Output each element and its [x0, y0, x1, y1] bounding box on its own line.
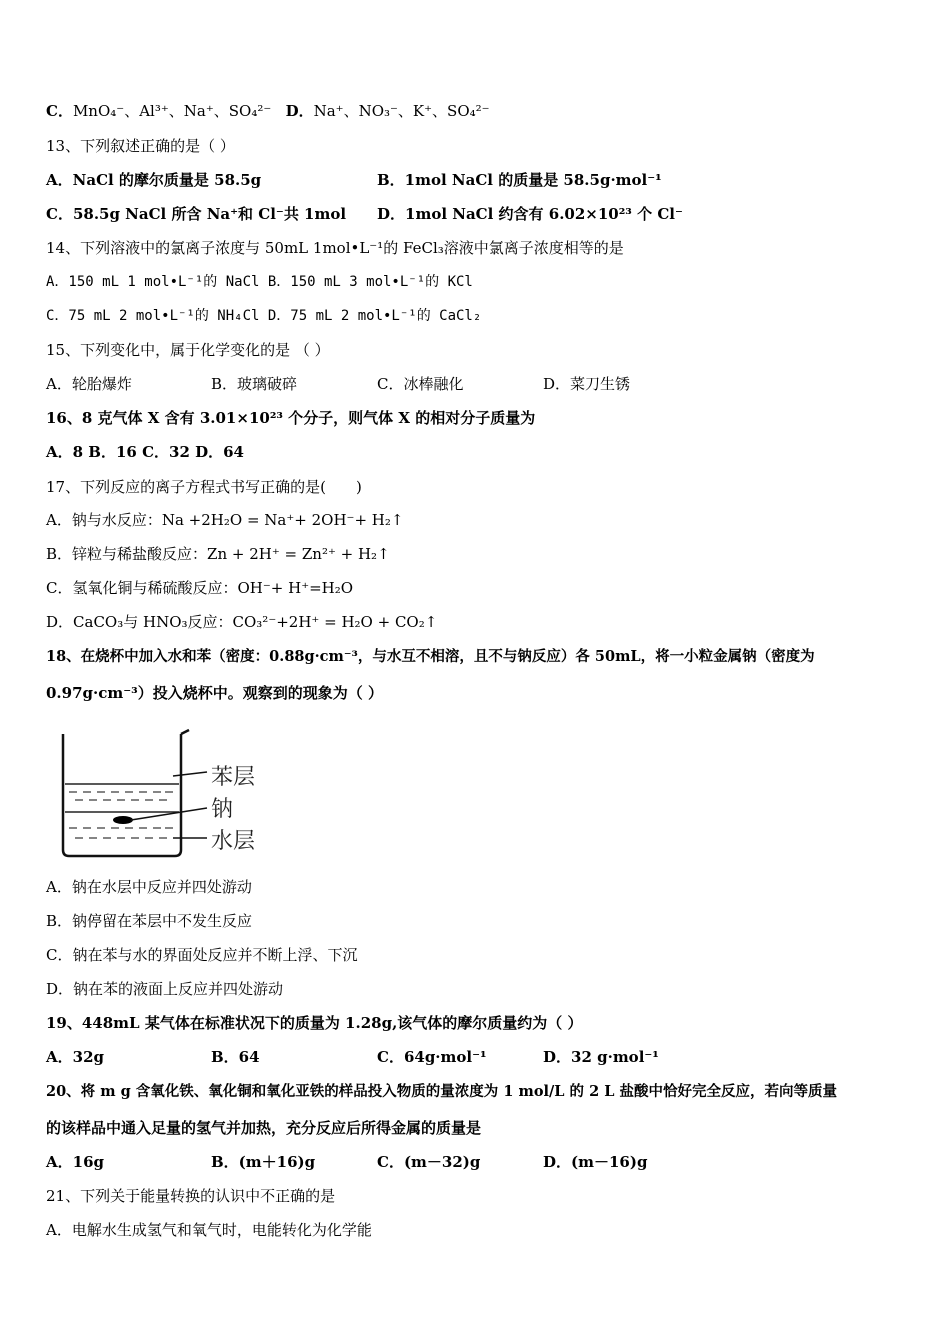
label-water-layer: 水层 — [211, 829, 256, 854]
beaker-figure — [55, 728, 275, 863]
q18-option-d: D．钠在苯的液面上反应并四处游动 — [46, 980, 284, 998]
benzene-leader — [173, 772, 207, 776]
q20-option-d: D．(m－16)g — [543, 1153, 648, 1171]
q18-option-a: A．钠在水层中反应并四处游动 — [46, 878, 252, 896]
water-layer-hatching — [69, 828, 173, 838]
q18-option-c: C．钠在苯与水的界面处反应并不断上浮、下沉 — [46, 946, 358, 964]
q20-stem-line2: 的该样品中通入足量的氢气并加热，充分反应后所得金属的质量是 — [46, 1119, 482, 1137]
sodium-piece — [113, 816, 133, 824]
q19-stem: 19、448mL 某气体在标准状况下的质量为 1.28g,该气体的摩尔质量约为（ ） — [46, 1014, 583, 1032]
q21-stem: 21、下列关于能量转换的认识中不正确的是 — [46, 1187, 336, 1205]
q19-option-b: B．64 — [211, 1048, 260, 1066]
q18-option-b: B．钠停留在苯层中不发生反应 — [46, 912, 253, 930]
benzene-layer-hatching — [69, 792, 173, 800]
q14-stem: 14、下列溶液中的氯离子浓度与 50mL 1mol•L⁻¹的 FeCl₃溶液中氯离子浓度相等的是 — [46, 239, 624, 257]
q15-option-a: A．轮胎爆炸 — [46, 375, 132, 393]
q15-option-b: B．玻璃破碎 — [211, 375, 298, 393]
q13-option-a: A．NaCl 的摩尔质量是 58.5g — [46, 171, 262, 189]
q18-stem-line1: 18、在烧杯中加入水和苯（密度：0.88g·cm⁻³，与水互不相溶，且不与钠反应）各 50mL，将一小粒金属钠（密度为 — [46, 648, 815, 665]
q21-option-a: A．电解水生成氢气和氧气时，电能转化为化学能 — [46, 1221, 372, 1239]
q19-option-c: C．64g·mol⁻¹ — [377, 1048, 487, 1066]
q14-options-ab: A．150 mL 1 mol•L⁻¹的 NaCl B．150 mL 3 mol•L⁻¹的 KCl — [46, 274, 473, 290]
q12-d-label: D． — [285, 102, 314, 120]
q17-option-c: C．氢氧化铜与稀硫酸反应：OH⁻+ H⁺=H₂O — [46, 579, 354, 597]
q13-stem: 13、下列叙述正确的是（ ） — [46, 137, 235, 155]
q16-options: A．8 B．16 C．32 D．64 — [46, 443, 244, 461]
q17-option-b: B．锌粒与稀盐酸反应：Zn + 2H⁺ = Zn²⁺ + H₂↑ — [46, 545, 390, 563]
q12-c-label: C． — [46, 102, 73, 120]
q13-option-b: B．1mol NaCl 的质量是 58.5g·mol⁻¹ — [377, 171, 662, 189]
q18-stem-line2: 0.97g·cm⁻³）投入烧杯中。观察到的现象为（ ） — [46, 684, 383, 702]
q13-option-d: D．1mol NaCl 约含有 6.02×10²³ 个 Cl⁻ — [377, 205, 683, 223]
q19-option-d: D．32 g·mol⁻¹ — [543, 1048, 659, 1066]
q12-options-cd — [46, 101, 490, 121]
q20-stem-line1: 20、将 m g 含氧化铁、氧化铜和氧化亚铁的样品投入物质的量浓度为 1 mol/L 的 2 L 盐酸中恰好完全反应，若向等质量 — [46, 1083, 837, 1100]
q17-option-d: D．CaCO₃与 HNO₃反应：CO₃²⁻+2H⁺ = H₂O + CO₂↑ — [46, 613, 438, 631]
q20-option-a: A．16g — [46, 1153, 105, 1171]
q19-option-a: A．32g — [46, 1048, 105, 1066]
label-sodium: 钠 — [211, 797, 234, 822]
q14-options-cd: C．75 mL 2 mol•L⁻¹的 NH₄Cl D．75 mL 2 mol•L⁻¹的 CaCl₂ — [46, 308, 482, 324]
q16-stem: 16、8 克气体 X 含有 3.01×10²³ 个分子，则气体 X 的相对分子质量为 — [46, 409, 536, 427]
q12-d-text: Na⁺、NO₃⁻、K⁺、SO₄²⁻ — [313, 102, 490, 120]
q15-option-c: C．冰棒融化 — [377, 375, 464, 393]
q20-option-c: C．(m－32)g — [377, 1153, 481, 1171]
beaker-outline — [63, 730, 189, 856]
q15-option-d: D．菜刀生锈 — [543, 375, 631, 393]
q15-stem: 15、下列变化中，属于化学变化的是 （ ） — [46, 341, 330, 359]
q17-stem: 17、下列反应的离子方程式书写正确的是( ) — [46, 478, 362, 496]
q17-option-a: A．钠与水反应：Na +2H₂O = Na⁺+ 2OH⁻+ H₂↑ — [46, 511, 404, 529]
q12-c-text: MnO₄⁻、Al³⁺、Na⁺、SO₄²⁻ — [72, 102, 272, 120]
label-benzene-layer: 苯层 — [211, 765, 256, 790]
q20-option-b: B．(m＋16)g — [211, 1153, 316, 1171]
sodium-leader — [131, 808, 207, 820]
q13-option-c: C．58.5g NaCl 所含 Na⁺和 Cl⁻共 1mol — [46, 205, 347, 223]
